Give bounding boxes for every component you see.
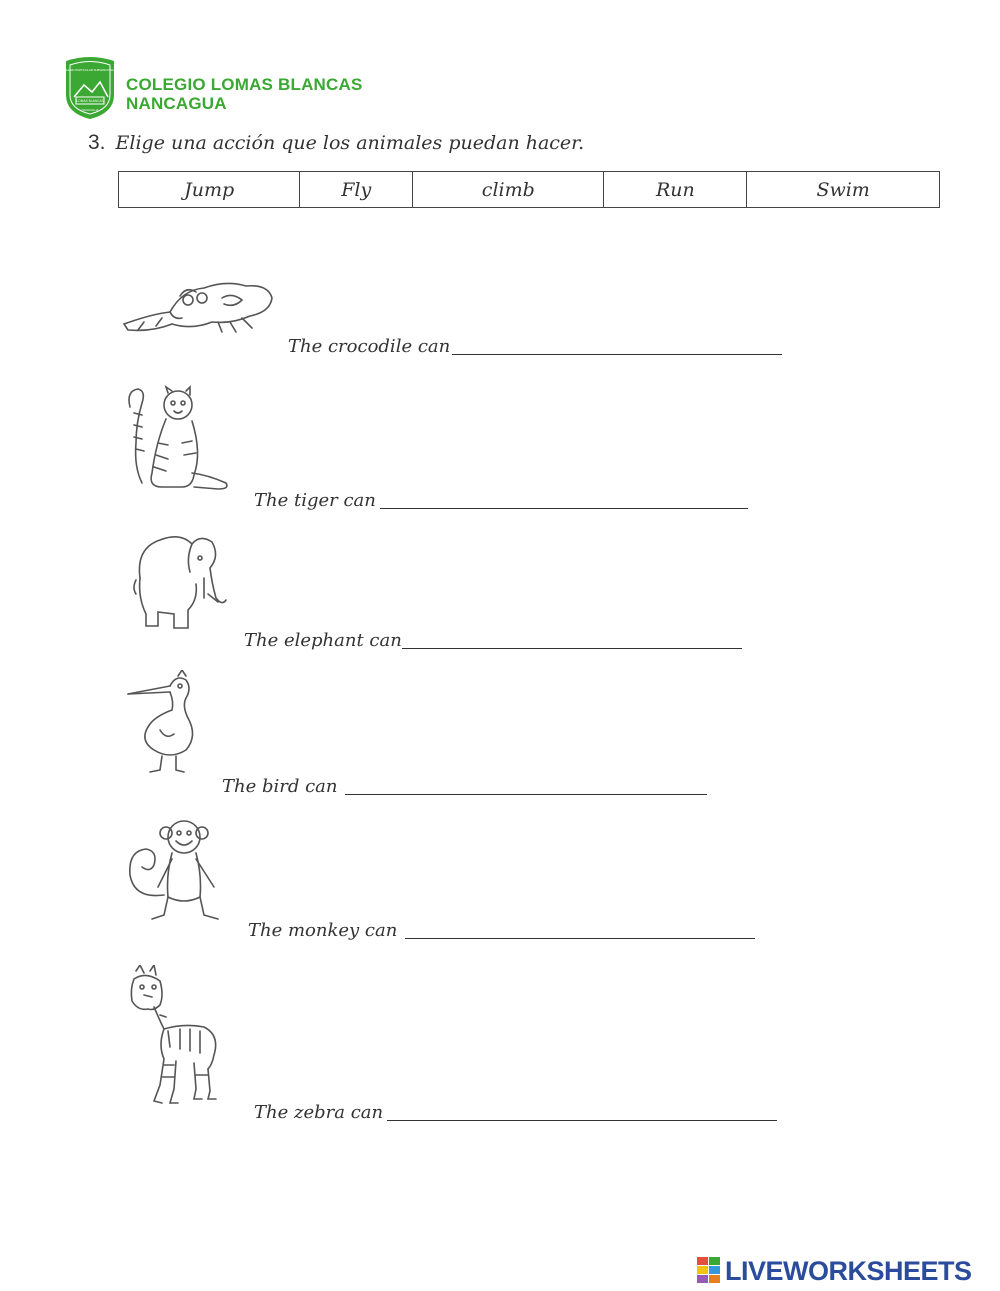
word-bank-cell: Run [604, 172, 747, 208]
word-bank-cell: Fly [300, 172, 413, 208]
sentence-bird: The bird can [222, 776, 338, 797]
word-bank-table [118, 171, 940, 208]
sentence-tiger: The tiger can [254, 490, 376, 511]
monkey-illustration [124, 815, 230, 929]
school-logo-icon [62, 55, 118, 121]
instruction [88, 131, 584, 155]
word-bank-cell: climb [413, 172, 604, 208]
answer-input-monkey[interactable] [407, 916, 757, 940]
sentence-monkey: The monkey can [248, 920, 398, 941]
instruction-text: Elige una acción que los animales puedan hacer. [115, 132, 585, 154]
tiger-illustration [122, 383, 238, 493]
liveworksheets-brand [697, 1256, 972, 1286]
school-name-line1: COLEGIO LOMAS BLANCAS [126, 75, 363, 94]
zebra-illustration [124, 965, 220, 1111]
word-bank-cell: Swim [747, 172, 940, 208]
school-name-line2: NANCAGUA [126, 94, 227, 113]
liveworksheets-logo-icon [697, 1257, 721, 1285]
sentence-elephant: The elephant can [244, 630, 402, 651]
badge-middle-text: LOMAS BLANCAS [76, 99, 104, 103]
answer-input-zebra[interactable] [389, 1098, 779, 1122]
answer-input-bird[interactable] [347, 772, 709, 796]
answer-input-tiger[interactable] [382, 486, 750, 510]
liveworksheets-wordmark: LIVEWORKSHEETS [725, 1255, 972, 1286]
sentence-crocodile: The crocodile can [288, 336, 451, 357]
word-bank-cell: Jump [119, 172, 300, 208]
school-name [126, 75, 363, 113]
instruction-number: 3. [88, 131, 106, 154]
school-header [62, 55, 382, 125]
answer-input-elephant[interactable] [404, 626, 744, 650]
badge-bottom-text: NANCAGUA [81, 108, 99, 112]
bird-illustration [126, 670, 202, 778]
badge-top-text: COLEGIO PARTICULAR SUBVENCIONADO [62, 68, 118, 72]
crocodile-illustration [122, 268, 278, 340]
sentence-zebra: The zebra can [254, 1102, 384, 1123]
elephant-illustration [130, 528, 230, 632]
answer-input-crocodile[interactable] [454, 332, 784, 356]
